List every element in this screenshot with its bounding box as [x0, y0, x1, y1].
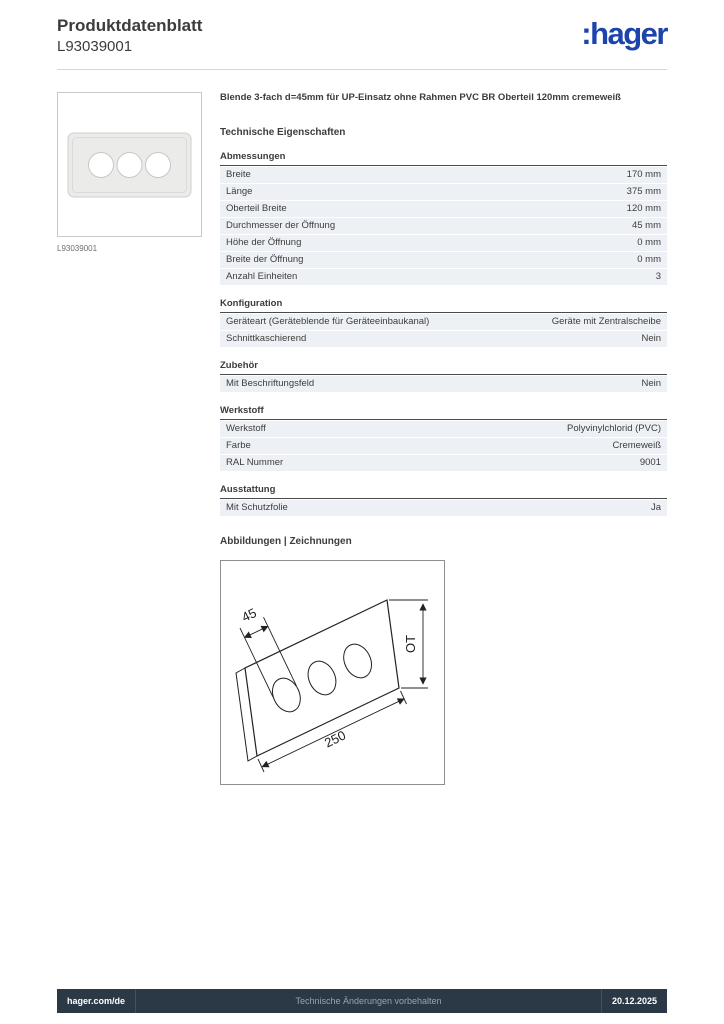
table-row — [220, 376, 667, 392]
table-row — [220, 167, 667, 183]
row-value: Polyvinylchlorid (PVC) — [567, 423, 661, 435]
row-value: 120 mm — [626, 203, 661, 215]
row-label: Farbe — [226, 440, 251, 452]
group-abmessungen — [220, 151, 667, 285]
table-row — [220, 500, 667, 516]
group-zubehoer — [220, 360, 667, 392]
content — [57, 92, 667, 785]
dim-length-label: 250 — [321, 727, 348, 751]
table-row — [220, 438, 667, 454]
product-photo-icon — [58, 93, 201, 236]
row-value: 170 mm — [626, 169, 661, 181]
table-row — [220, 184, 667, 200]
row-value: 375 mm — [626, 186, 661, 198]
row-label: Breite der Öffnung — [226, 254, 304, 266]
row-value: 45 mm — [631, 220, 661, 232]
drawings-heading: Abbildungen | Zeichnungen — [220, 535, 352, 547]
group-konfiguration — [220, 298, 667, 347]
table-row — [220, 269, 667, 285]
table-row — [220, 218, 667, 234]
row-value: Cremeweiß — [612, 440, 661, 452]
footer-divider — [601, 989, 602, 1013]
footer-divider — [135, 989, 136, 1013]
group-title: Konfiguration — [220, 298, 667, 313]
footer-bar — [57, 989, 667, 1013]
header — [57, 0, 667, 70]
dim-hole-diameter-label: 45 — [238, 605, 259, 626]
footer-date: 20.12.2025 — [611, 996, 657, 1006]
group-title: Ausstattung — [220, 484, 667, 499]
technical-drawing-frame — [220, 560, 445, 785]
group-title: Zubehör — [220, 360, 667, 375]
main-column — [220, 92, 667, 785]
row-value: Geräte mit Zentralscheibe — [551, 316, 661, 328]
row-label: Anzahl Einheiten — [226, 271, 298, 283]
row-label: Durchmesser der Öffnung — [226, 220, 336, 232]
dim-upper-part-label: OT — [402, 635, 418, 654]
technical-drawing-icon — [227, 566, 439, 778]
footer-website-link[interactable]: hager.com/de — [67, 996, 126, 1006]
table-row — [220, 235, 667, 251]
group-werkstoff — [220, 405, 667, 471]
table-row — [220, 455, 667, 471]
row-label: Mit Schutzfolie — [226, 502, 288, 514]
page-title: Produktdatenblatt — [57, 16, 203, 35]
left-column — [57, 92, 202, 785]
footer-disclaimer: Technische Änderungen vorbehalten — [295, 996, 442, 1006]
row-label: Oberteil Breite — [226, 203, 287, 215]
row-label: Werkstoff — [226, 423, 266, 435]
product-image-frame — [57, 92, 202, 237]
table-row — [220, 314, 667, 330]
product-code: L93039001 — [57, 38, 133, 55]
row-value: 0 mm — [637, 254, 661, 266]
row-value: Ja — [650, 502, 661, 514]
row-label: Geräteart (Geräteblende für Geräteeinbaukanal) — [226, 316, 430, 328]
tech-properties-heading: Technische Eigenschaften — [220, 126, 346, 138]
product-image-caption: L93039001 — [57, 244, 98, 253]
table-row — [220, 421, 667, 437]
header-titles — [57, 16, 202, 55]
row-value: Nein — [641, 333, 661, 345]
product-description: Blende 3-fach d=45mm für UP-Einsatz ohne Rahmen PVC BR Oberteil 120mm cremeweiß — [220, 92, 621, 103]
row-value: 9001 — [639, 457, 661, 469]
row-value: 3 — [655, 271, 661, 283]
row-label: Länge — [226, 186, 253, 198]
row-label: Mit Beschriftungsfeld — [226, 378, 315, 390]
table-row — [220, 252, 667, 268]
row-value: 0 mm — [637, 237, 661, 249]
table-row — [220, 331, 667, 347]
group-ausstattung — [220, 484, 667, 516]
hager-logo: :hager — [581, 16, 667, 51]
row-label: Höhe der Öffnung — [226, 237, 302, 249]
group-title: Abmessungen — [220, 151, 667, 166]
row-value: Nein — [641, 378, 661, 390]
table-row — [220, 201, 667, 217]
row-label: Breite — [226, 169, 251, 181]
group-title: Werkstoff — [220, 405, 667, 420]
row-label: RAL Nummer — [226, 457, 284, 469]
row-label: Schnittkaschierend — [226, 333, 307, 345]
